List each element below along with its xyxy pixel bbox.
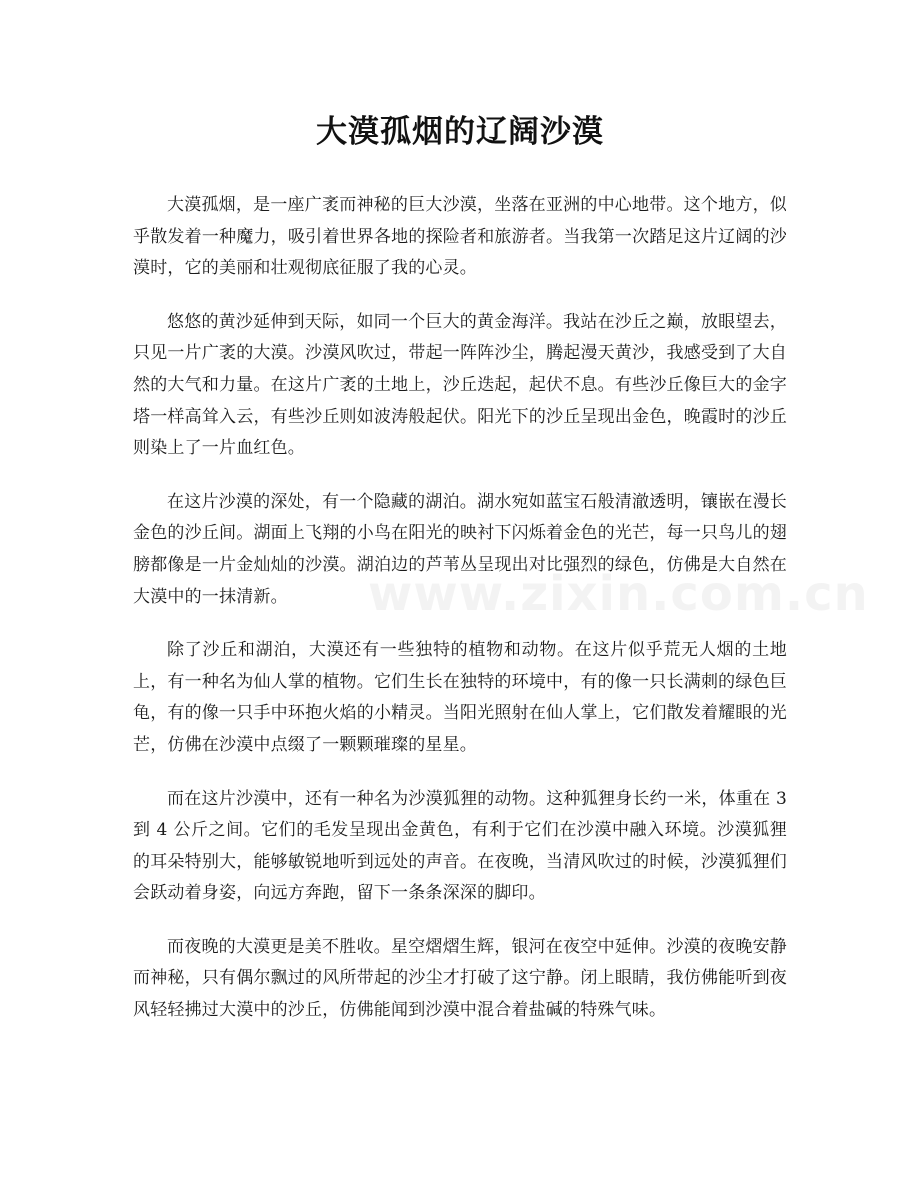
watermark-text: www.zixin.com.cn [368, 566, 869, 622]
document-body [133, 190, 787, 1027]
paragraph-4: 除了沙丘和湖泊，大漠还有一些独特的植物和动物。在这片似乎荒无人烟的土地上，有一种名为仙人掌的植物。它们生长在独特的环境中，有的像一只长满刺的绿色巨龟，有的像一只手中环抱火焰的小精灵。当阳光照射在仙人掌上，它们散发着耀眼的光芒，仿佛在沙漠中点缀了一颗颗璀璨的星星。 [133, 640, 787, 755]
paragraph-2: 悠悠的黄沙延伸到天际，如同一个巨大的黄金海洋。我站在沙丘之巅，放眼望去，只见一片广袤的大漠。沙漠风吹过，带起一阵阵沙尘，腾起漫天黄沙，我感受到了大自然的大气和力量。在这片广袤的土地上，沙丘迭起，起伏不息。有些沙丘像巨大的金字塔一样高耸入云，有些沙丘则如波涛般起伏。阳光下的沙丘呈现出金色，晚霞时的沙丘则染上了一片血红色。 [133, 311, 787, 459]
paragraph-5: 而在这片沙漠中，还有一种名为沙漠狐狸的动物。这种狐狸身长约一米，体重在 3 到 4 公斤之间。它们的毛发呈现出金黄色，有利于它们在沙漠中融入环境。沙漠狐狸的耳朵特别大，能够敏锐地听到远处的声音。在夜晚，当清风吹过的时候，沙漠狐狸们会跃动着身姿，向远方奔跑，留下一条条深深的脚印。 [133, 788, 787, 904]
paragraph-1: 大漠孤烟，是一座广袤而神秘的巨大沙漠，坐落在亚洲的中心地带。这个地方，似乎散发着一种魔力，吸引着世界各地的探险者和旅游者。当我第一次踏足这片辽阔的沙漠时，它的美丽和壮观彻底征服了我的心灵。 [133, 195, 787, 279]
paragraph-6: 而夜晚的大漠更是美不胜收。星空熠熠生辉，银河在夜空中延伸。沙漠的夜晚安静而神秘，只有偶尔飘过的风所带起的沙尘才打破了这宁静。闭上眼睛，我仿佛能听到夜风轻轻拂过大漠中的沙丘，仿佛能闻到沙漠中混合着盐碱的特殊气味。 [133, 936, 787, 1021]
paragraph-3: 在这片沙漠的深处，有一个隐藏的湖泊。湖水宛如蓝宝石般清澈透明，镶嵌在漫长金色的沙丘间。湖面上飞翔的小鸟在阳光的映衬下闪烁着金色的光芒，每一只鸟儿的翅膀都像是一片金灿灿的沙漠。湖泊边的芦苇丛呈现出对比强烈的绿色，仿佛是大自然在大漠中的一抹清新。 [133, 491, 787, 607]
document-title: 大漠孤烟的辽阔沙漠 [316, 114, 604, 150]
